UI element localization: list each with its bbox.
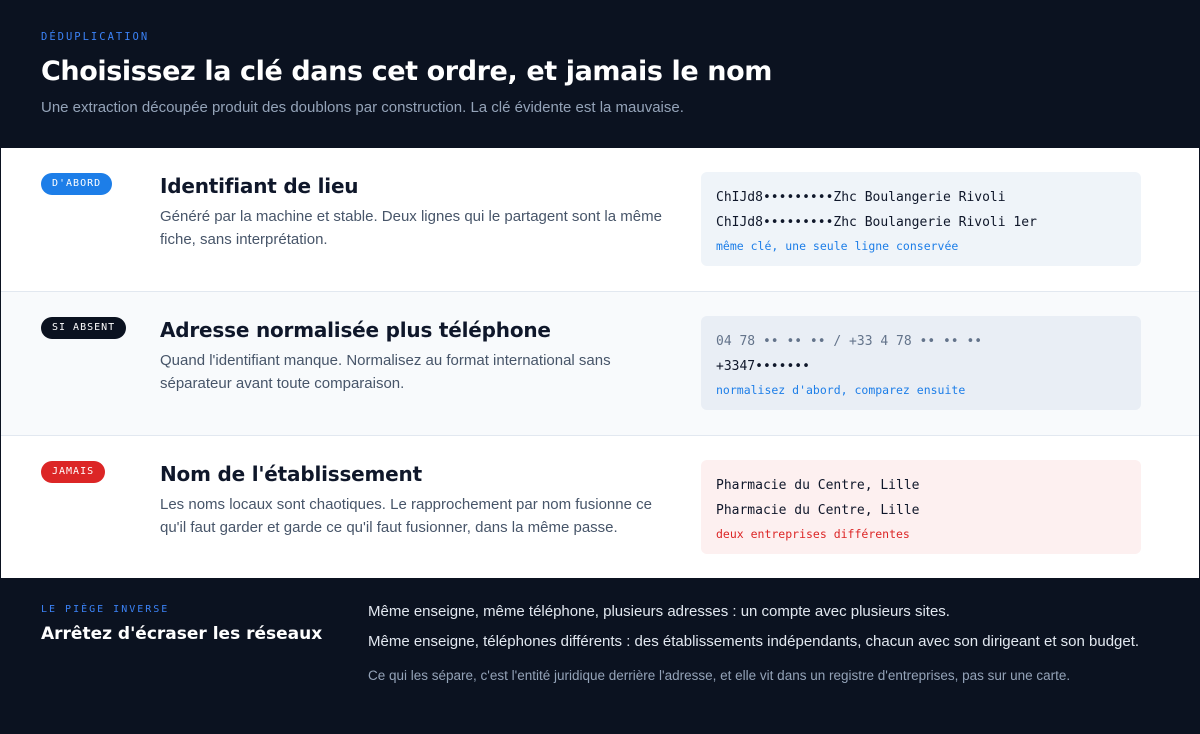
example-line: +3347••••••• [716, 359, 810, 374]
rule-row-address-phone [1, 292, 1199, 436]
rule-description: Quand l'identifiant manque. Normalisez au format international sans séparateur avant toute comparaison. [160, 352, 611, 392]
rule-title: Adresse normalisée plus téléphone [160, 318, 551, 342]
example-box [701, 172, 1141, 266]
footer-panel [1, 578, 1199, 734]
page-title: Choisissez la clé dans cet ordre, et jamais le nom [41, 56, 772, 87]
rule-row-name [1, 436, 1199, 578]
footer-paragraph: Même enseigne, même téléphone, plusieurs adresses : un compte avec plusieurs sites. [368, 603, 950, 620]
footer-paragraph: Même enseigne, téléphones différents : des établissements indépendants, chacun avec son dirigeant et son budget. [368, 633, 1140, 650]
priority-badge: SI ABSENT [41, 317, 126, 339]
example-line: ChIJd8•••••••••Zhc Boulangerie Rivoli [716, 190, 1006, 205]
example-box [701, 316, 1141, 410]
rule-title: Identifiant de lieu [160, 174, 359, 198]
rule-description: Les noms locaux sont chaotiques. Le rapprochement par nom fusionne ce qu'il faut garder et garde ce qu'il faut fusionner, dans la même passe. [160, 496, 652, 536]
rule-description: Généré par la machine et stable. Deux lignes qui le partagent sont la même fiche, sans interprétation. [160, 208, 662, 248]
priority-badge: D'ABORD [41, 173, 112, 195]
footer-body [368, 601, 1168, 695]
example-note: même clé, une seule ligne conservée [716, 239, 959, 253]
rule-row-place-id [1, 148, 1199, 292]
example-note: normalisez d'abord, comparez ensuite [716, 383, 966, 397]
page-header [1, 1, 1199, 148]
example-line: ChIJd8•••••••••Zhc Boulangerie Rivoli 1er [716, 215, 1037, 230]
footer-eyebrow: LE PIÈGE INVERSE [41, 604, 170, 615]
example-line: Pharmacie du Centre, Lille [716, 478, 920, 493]
example-note: deux entreprises différentes [716, 527, 910, 541]
footer-title: Arrêtez d'écraser les réseaux [41, 624, 323, 644]
example-line: 04 78 •• •• •• / +33 4 78 •• •• •• [716, 334, 983, 349]
section-eyebrow: DÉDUPLICATION [41, 31, 150, 43]
example-box [701, 460, 1141, 554]
example-line: Pharmacie du Centre, Lille [716, 503, 920, 518]
rule-title: Nom de l'établissement [160, 462, 422, 486]
footer-note: Ce qui les sépare, c'est l'entité juridique derrière l'adresse, et elle vit dans un registre d'entreprises, pas sur une carte. [368, 668, 1071, 683]
priority-badge: JAMAIS [41, 461, 105, 483]
page-subtitle: Une extraction découpée produit des doublons par construction. La clé évidente est la mauvaise. [41, 99, 684, 116]
